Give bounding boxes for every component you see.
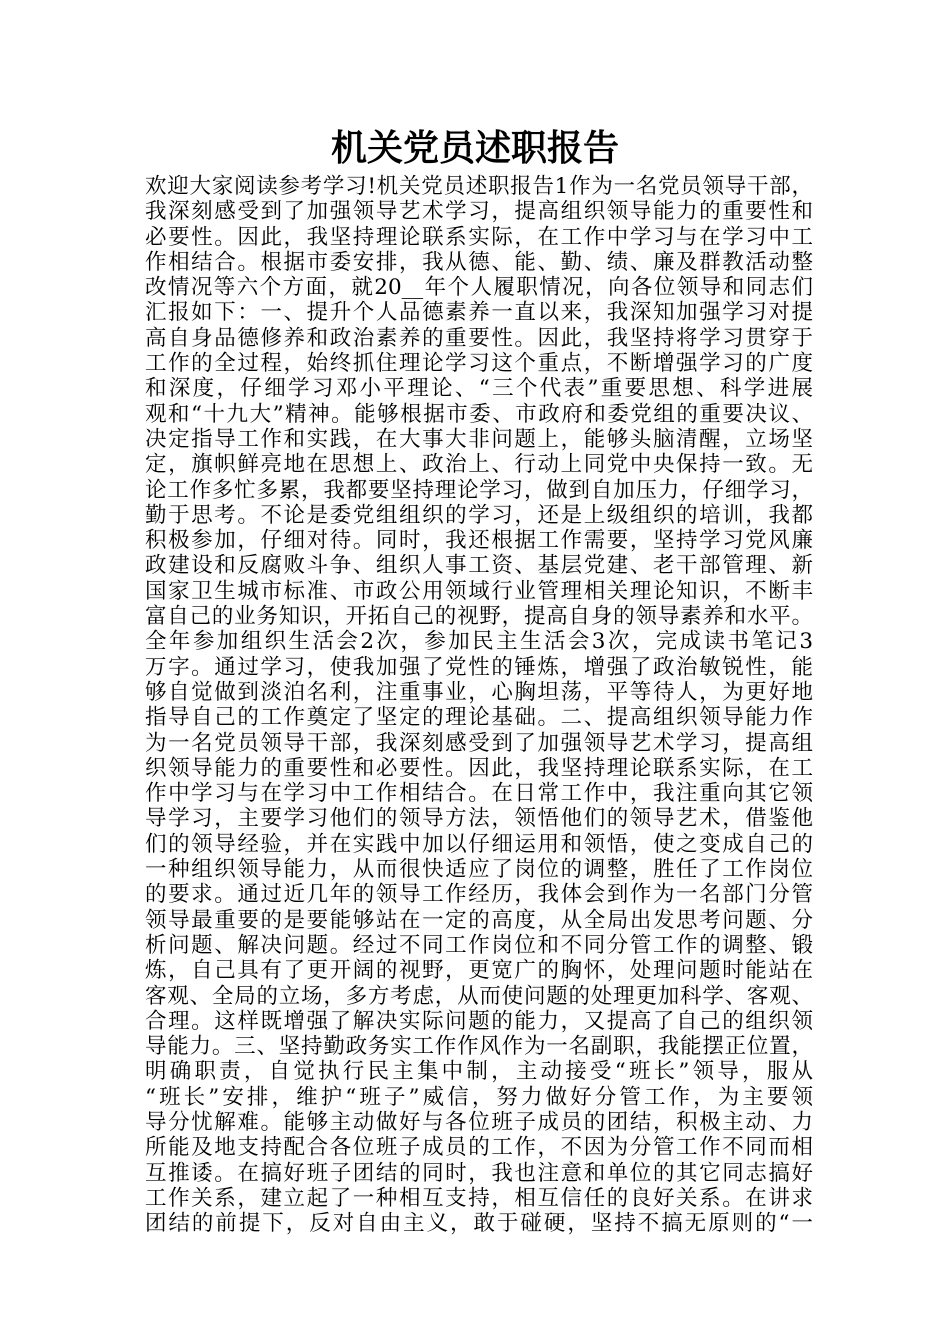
document-line: 必要性。因此，我坚持理论联系实际，在工作中学习与在学习中工 bbox=[145, 224, 813, 250]
document-line: 欢迎大家阅读参考学习!机关党员述职报告1作为一名党员领导干部， bbox=[145, 174, 813, 199]
document-line: 工作的全过程，始终抓住理论学习这个重点，不断增强学习的广度 bbox=[145, 351, 813, 377]
document-line: 高自身品德修养和政治素养的重要性。因此，我坚持将学习贯穿于 bbox=[145, 325, 813, 351]
document-line: 够自觉做到淡泊名利，注重事业，心胸坦荡，平等待人，为更好地 bbox=[145, 679, 813, 705]
document-line: 国家卫生城市标准、市政公用领域行业管理相关理论知识，不断丰 bbox=[145, 578, 813, 604]
document-line: 织领导能力的重要性和必要性。因此，我坚持理论联系实际，在工 bbox=[145, 755, 813, 781]
document-line: 客观、全局的立场，多方考虑，从而使问题的处理更加科学、客观、 bbox=[145, 983, 813, 1009]
document-line: 观和“十九大”精神。能够根据市委、市政府和委党组的重要决议、 bbox=[145, 401, 813, 427]
document-line: 互推诿。在搞好班子团结的同时，我也注意和单位的其它同志搞好 bbox=[145, 1160, 813, 1186]
document-line: 作相结合。根据市委安排，我从德、能、勤、绩、廉及群教活动整 bbox=[145, 249, 813, 275]
document-line: 的要求。通过近几年的领导工作经历，我体会到作为一名部门分管 bbox=[145, 882, 813, 908]
document-line: 勤于思考。不论是委党组组织的学习，还是上级组织的培训，我都 bbox=[145, 502, 813, 528]
document-title: 机关党员述职报告 bbox=[330, 128, 619, 169]
document-line: 工作关系，建立起了一种相互支持，相互信任的良好关系。在讲求 bbox=[145, 1185, 813, 1211]
document-line: 团结的前提下，反对自由主义，敢于碰硬，坚持不搞无原则的“一 bbox=[145, 1211, 813, 1237]
document-line: 炼，自己具有了更开阔的视野，更宽广的胸怀，处理问题时能站在 bbox=[145, 958, 813, 984]
document-line: 合理。这样既增强了解决实际问题的能力，又提高了自己的组织领 bbox=[145, 1008, 813, 1034]
document-line: 全年参加组织生活会2次，参加民主生活会3次，完成读书笔记3 bbox=[145, 629, 813, 655]
document-line: 政建设和反腐败斗争、组织人事工资、基层党建、老干部管理、新 bbox=[145, 553, 813, 579]
document-line: 导学习，主要学习他们的领导方法，领悟他们的领导艺术，借鉴他 bbox=[145, 806, 813, 832]
document-line: 所能及地支持配合各位班子成员的工作，不因为分管工作不同而相 bbox=[145, 1135, 813, 1161]
document-line: 定，旗帜鲜亮地在思想上、政治上、行动上同党中央保持一致。无 bbox=[145, 452, 813, 478]
document-line: 为一名党员领导干部，我深刻感受到了加强领导艺术学习，提高组 bbox=[145, 730, 813, 756]
document-line: 我深刻感受到了加强领导艺术学习，提高组织领导能力的重要性和 bbox=[145, 199, 813, 225]
document-line: 富自己的业务知识，开拓自己的视野，提高自身的领导素养和水平。 bbox=[145, 604, 813, 630]
document-line: 万字。通过学习，使我加强了党性的锤炼，增强了政治敏锐性，能 bbox=[145, 654, 813, 680]
document-line: 领导最重要的是要能够站在一定的高度，从全局出发思考问题、分 bbox=[145, 907, 813, 933]
document-line: 明确职责，自觉执行民主集中制，主动接受“班长”领导，服从 bbox=[145, 1059, 813, 1085]
document-line: 改情况等六个方面，就20__年个人履职情况，向各位领导和同志们 bbox=[145, 275, 813, 301]
document-line: 汇报如下：一、提升个人品德素养一直以来，我深知加强学习对提 bbox=[145, 300, 813, 326]
document-line: 论工作多忙多累，我都要坚持理论学习，做到自加压力，仔细学习， bbox=[145, 477, 813, 503]
document-line: 析问题、解决问题。经过不同工作岗位和不同分管工作的调整、锻 bbox=[145, 932, 813, 958]
document-line: 一种组织领导能力，从而很快适应了岗位的调整，胜任了工作岗位 bbox=[145, 857, 813, 883]
document-line: 决定指导工作和实践，在大事大非问题上，能够头脑清醒，立场坚 bbox=[145, 426, 813, 452]
document-line: 导分忧解难。能够主动做好与各位班子成员的团结，积极主动、力 bbox=[145, 1109, 813, 1135]
document-line: “班长”安排，维护“班子”威信，努力做好分管工作，为主要领 bbox=[145, 1084, 813, 1110]
document-body bbox=[145, 174, 813, 1236]
document-line: 积极参加，仔细对待。同时，我还根据工作需要，坚持学习党风廉 bbox=[145, 528, 813, 554]
document-line: 指导自己的工作奠定了坚定的理论基础。二、提高组织领导能力作 bbox=[145, 705, 813, 731]
document-line: 和深度，仔细学习邓小平理论、“三个代表”重要思想、科学进展 bbox=[145, 376, 813, 402]
document-line: 们的领导经验，并在实践中加以仔细运用和领悟，使之变成自己的 bbox=[145, 831, 813, 857]
document-line: 作中学习与在学习中工作相结合。在日常工作中，我注重向其它领 bbox=[145, 781, 813, 807]
document-line: 导能力。三、坚持勤政务实工作作风作为一名副职，我能摆正位置， bbox=[145, 1034, 813, 1060]
